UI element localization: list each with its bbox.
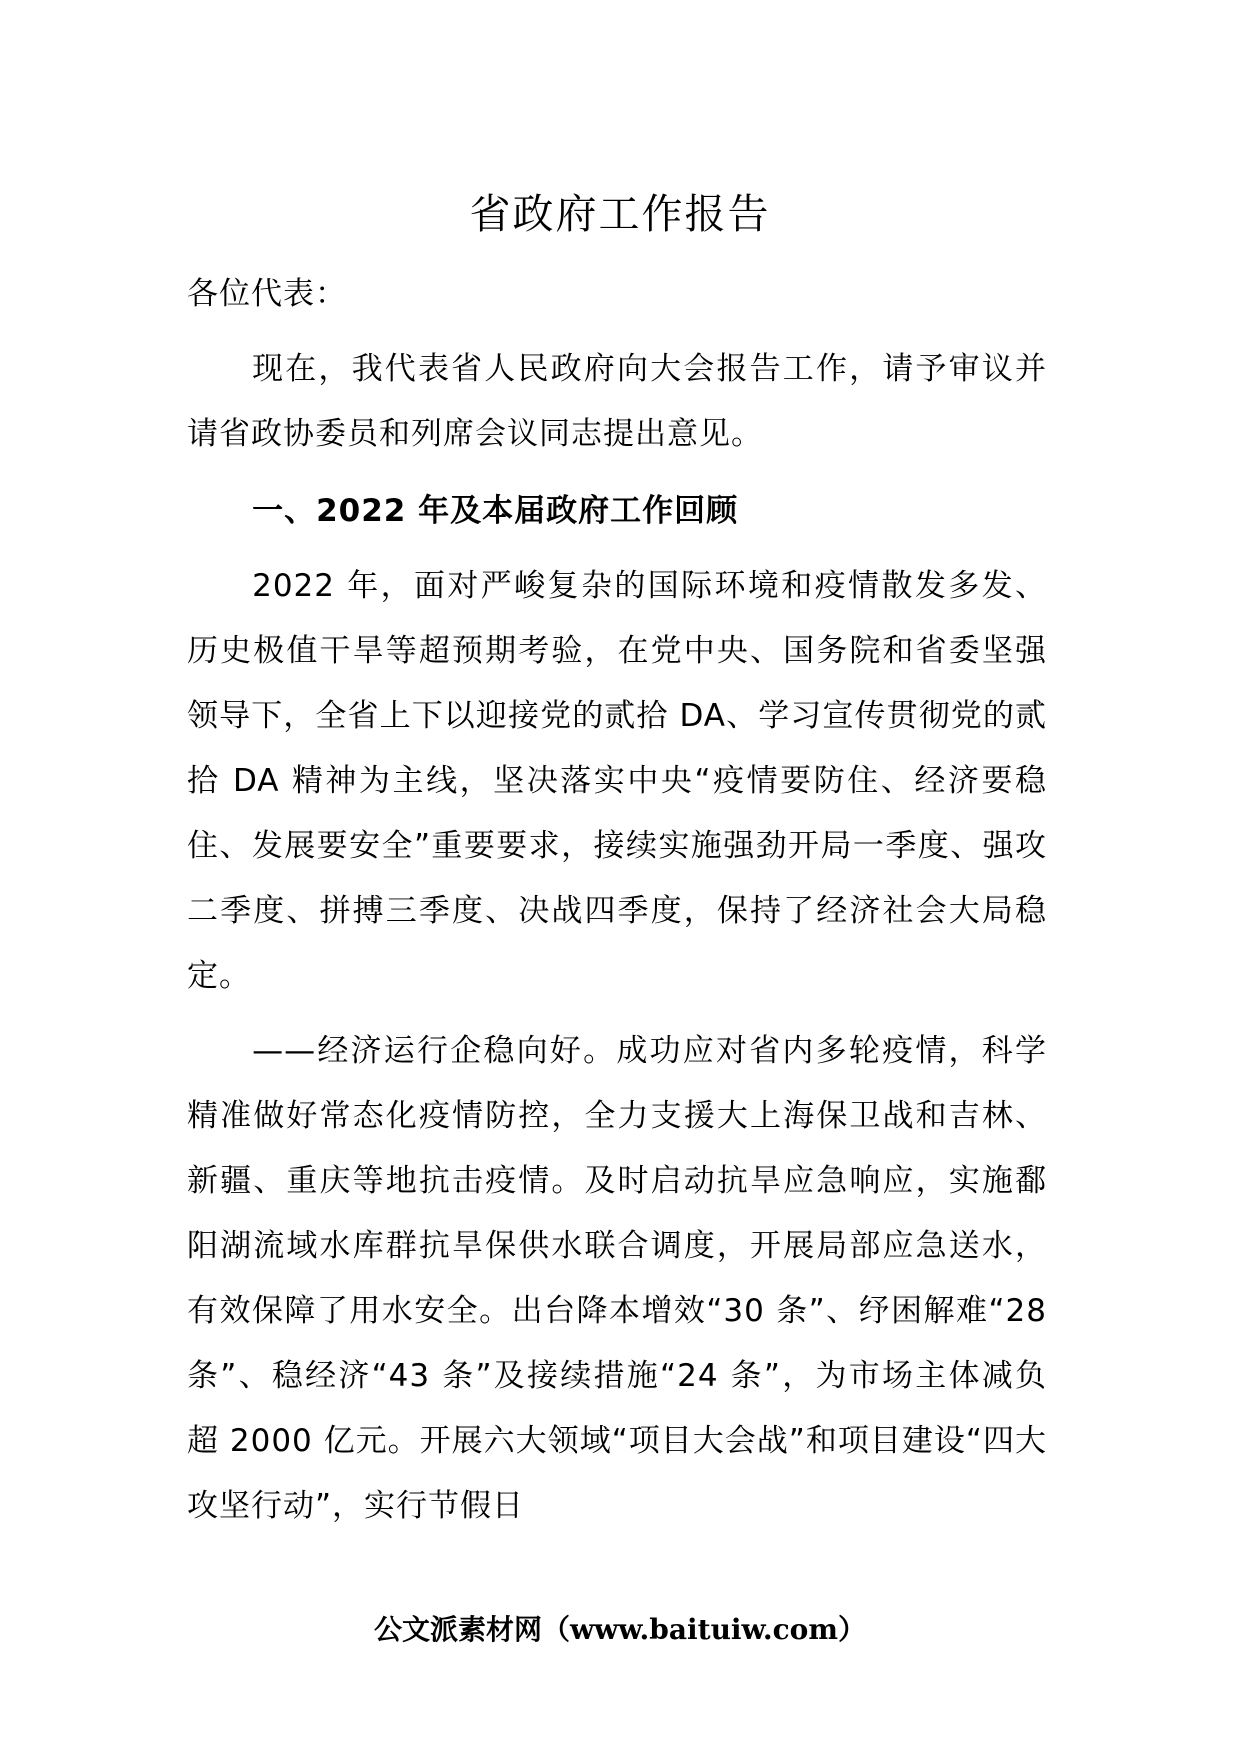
body-paragraph-2: ——经济运行企稳向好。成功应对省内多轮疫情，科学精准做好常态化疫情防控，全力支援大上海保卫战和吉林、新疆、重庆等地抗击疫情。及时启动抗旱应急响应，实施鄱阳湖流域水库群抗旱保供水联合调度，开展局部应急送水，有效保障了用水安全。出台降本增效“30 条”、纾困解难“28 条”、稳经济“43 条”及接续措施“24 条”，为市场主体减负超 2000 亿元。开展六大领域“项目大会战”和项目建设“四大攻坚行动”，实行节假日 [187, 1033, 1047, 1524]
footer-watermark: 公文派素材网（www.baituiw.com） [374, 1613, 866, 1646]
intro-paragraph: 现在，我代表省人民政府向大会报告工作，请予审议并请省政协委员和列席会议同志提出意见。 [187, 351, 1047, 452]
document-title: 省政府工作报告 [469, 190, 771, 238]
body-paragraph-1: 2022 年，面对严峻复杂的国际环境和疫情散发多发、历史极值干旱等超预期考验，在党中央、国务院和省委坚强领导下，全省上下以迎接党的贰拾 DA、学习宣传贯彻党的贰拾 DA 精神为主线，坚决落实中央“疫情要防住、经济要稳住、发展要安全”重要要求，接续实施强劲开局一季度、强攻二季度、拼搏三季度、决战四季度，保持了经济社会大局稳定。 [187, 568, 1047, 994]
salutation: 各位代表： [187, 276, 347, 312]
section-heading: 一、2022 年及本届政府工作回顾 [252, 493, 739, 529]
document-body [187, 262, 1047, 1539]
